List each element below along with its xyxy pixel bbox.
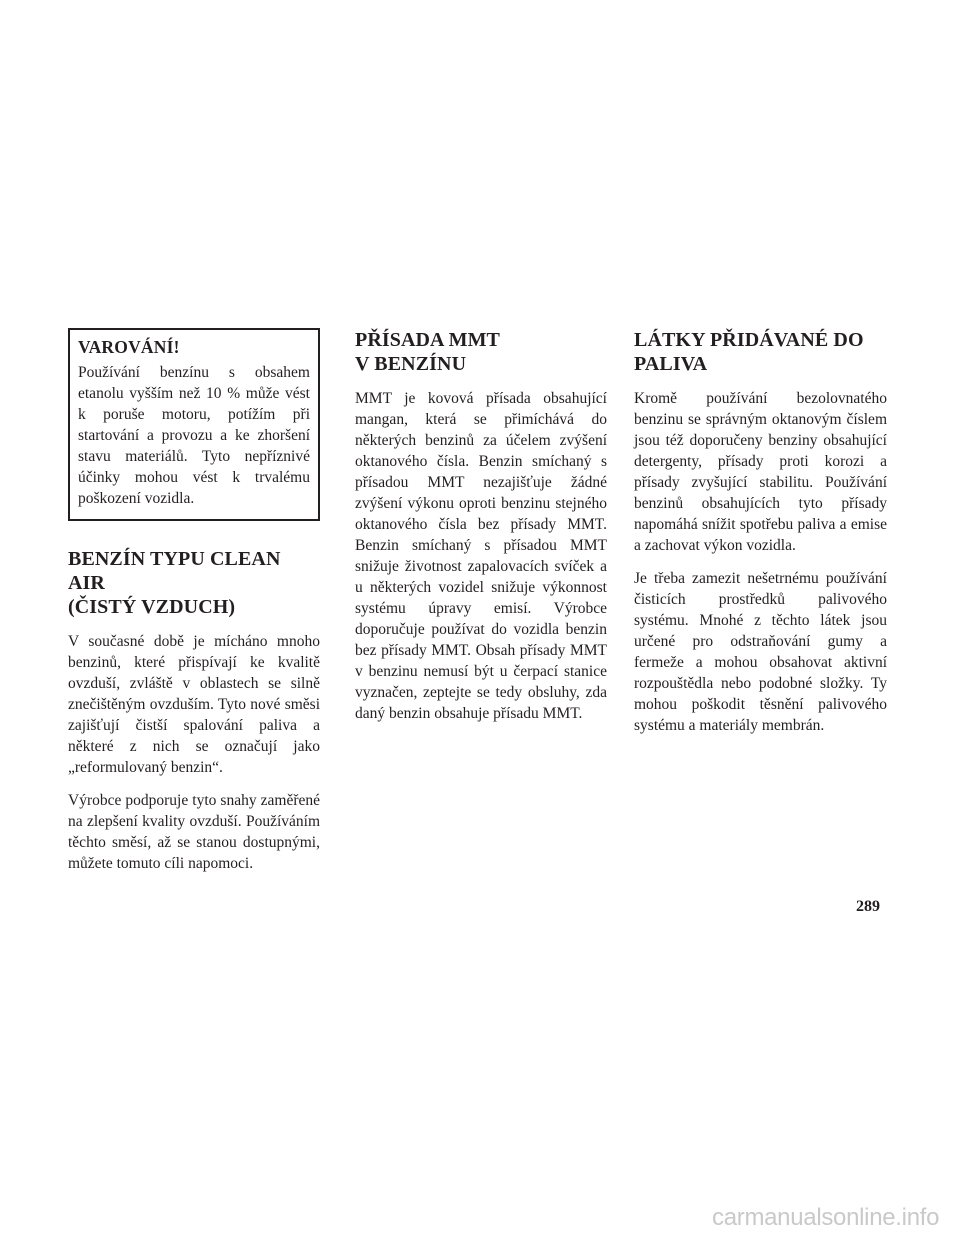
heading-line: PŘÍSADA MMT [355,329,500,351]
paragraph: Výrobce podporuje tyto snahy zaměřené na zlepšení kvality ovzduší. Používáním těchto směsí, až se stanou dostupnými, můžete tomuto cíli napomoci. [68,792,320,872]
paragraph: Kromě používání bezolovnatého benzinu se správným oktanovým číslem jsou též doporučeny benziny obsahující detergenty, přísady proti korozi a přísady zvyšující stabilitu. Používání benzinů obsahujících tyto přísady napomáhá snížit spotřebu paliva a emise a zachovat výkon vozidla. [634,390,887,554]
heading-line: (ČISTÝ VZDUCH) [68,596,236,618]
column-left [68,328,320,886]
watermark: carmanualsonline.info [712,1204,940,1231]
warning-box [68,328,320,521]
heading-line: PALIVA [634,353,708,375]
warning-title: VAROVÁNÍ! [78,337,180,357]
paragraph: V současné době je mícháno mnoho benzinů, které přispívají ke kvalitě ovzduší, zvláště v oblastech se silně znečištěným ovzduším. Tyto nové směsi zajišťují čistší spalování paliva a některé z nich se označují jako „reformulovaný benzin“. [68,633,320,776]
section-heading-mmt [355,328,607,376]
heading-line: BENZÍN TYPU CLEAN AIR [68,548,281,594]
section-heading-clean-air [68,547,320,619]
heading-line: V BENZÍNU [355,353,467,375]
heading-line: LÁTKY PŘIDÁVANÉ DO [634,329,864,351]
page-number: 289 [856,898,880,915]
paragraph: Je třeba zamezit nešetrnému používání čisticích prostředků palivového systému. Mnohé z těchto látek jsou určené pro odstraňování gumy a fermeže a mohou obsahovat aktivní rozpouštědla nebo podobné složky. Ty mohou poškodit těsnění palivového systému a materiály membrán. [634,570,887,734]
column-right [634,328,887,748]
section-heading-fuel-additives [634,328,887,376]
paragraph: MMT je kovová přísada obsahující mangan, která se přimíchává do některých benzinů za účelem zvýšení oktanového čísla. Benzin smíchaný s přísadou MMT nezajišťuje žádné zvýšení výkonu oproti benzinu stejného oktanového čísla bez přísady MMT. Benzin smíchaný s přísadou MMT snižuje životnost zapalovacích svíček a u některých vozidel snižuje výkonnost systému úpravy emisí. Výrobce doporučuje používat do vozidla benzin bez přísady MMT. Obsah přísady MMT v benzinu nemusí být u čerpací stanice vyznačen, zeptejte se tedy obsluhy, zda daný benzin obsahuje přísadu MMT. [355,390,607,722]
warning-text: Používání benzínu s obsahem etanolu vyšším než 10 % může vést k poruše motoru, potížím při startování a provozu a ke zhoršení stavu materiálů. Tyto nepříznivé účinky mohou vést k trvalému poškození vozidla. [78,364,310,507]
column-middle [355,328,607,736]
